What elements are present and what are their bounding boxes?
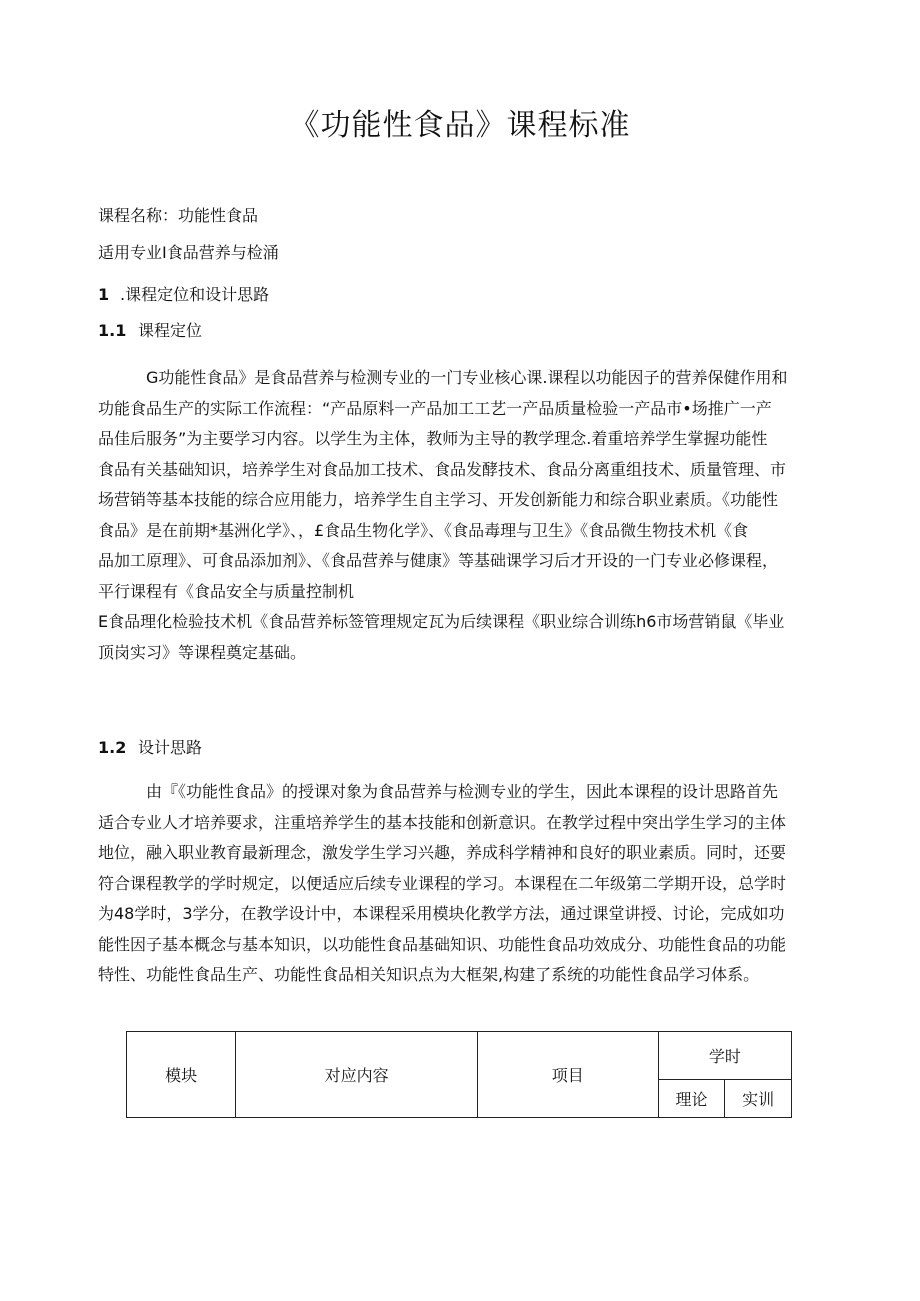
paragraph-line: 地位，融入职业教育最新理念，激发学生学习兴趣，养成科学精神和良好的职业素质。同时，还要 — [98, 843, 787, 862]
paragraph-line: 平行课程有《食品安全与质量控制机 — [98, 581, 355, 601]
paragraph-line: G功能性食品》是食品营养与检测专业的一门专业核心课.课程以功能因子的营养保健作用和 — [146, 368, 788, 387]
document-title: 《功能性食品》课程标准 — [289, 108, 631, 143]
paragraph-line: 品加工原理》、可食品添加剂》、《食品营养与健康》等基础课学习后才开设的一门专业必修课程， — [98, 551, 779, 570]
course-positioning-paragraph — [98, 363, 826, 668]
section-1-2-number: 1.2 — [98, 738, 127, 757]
section-1-label: .课程定位和设计思路 — [120, 285, 270, 304]
paragraph-line: 符合课程教学的学时规定，以便适应后续专业课程的学习。本课程在二年级第二学期开设，总学时 — [98, 873, 787, 893]
paragraph-line: 场营销等基本技能的综合应用能力，培养学生自主学习、开发创新能力和综合职业素质。《功能性 — [98, 490, 779, 509]
design-approach-paragraph — [98, 777, 826, 991]
section-1-1-number: 1.1 — [98, 321, 127, 340]
course-hours-table — [126, 1031, 792, 1118]
table-header-module: 模块 — [127, 1032, 236, 1118]
paragraph-line: 能性因子基本概念与基本知识，以功能性食品基础知识、功能性食品功效成分、功能性食品的功能 — [98, 934, 787, 954]
section-1-1-label: 课程定位 — [138, 321, 203, 340]
paragraph-line: 顶岗实习》等课程奠定基础。 — [98, 642, 307, 662]
major-line: 适用专业I食品营养与检涌 — [98, 243, 279, 262]
section-1-heading — [98, 282, 269, 305]
table-header-content: 对应内容 — [236, 1032, 477, 1118]
paragraph-line: 特性、功能性食品生产、功能性食品相关知识点为大框架,构建了系统的功能性食品学习体系。 — [98, 965, 760, 984]
paragraph-line: 适合专业人才培养要求，注重培养学生的基本技能和创新意识。在教学过程中突出学生学习的主体 — [98, 812, 787, 832]
paragraph-line: 功能食品生产的实际工作流程：“产品原料一产品加工工艺一产品质量检验一产品市•场推广一产 — [98, 398, 772, 418]
table-header-theory: 理论 — [658, 1080, 725, 1118]
section-1-1-heading — [98, 318, 202, 341]
section-1-2-label: 设计思路 — [138, 738, 203, 757]
table-header-hours: 学时 — [658, 1032, 791, 1080]
paragraph-line: 由『《功能性食品》的授课对象为食品营养与检测专业的学生，因此本课程的设计思路首先 — [146, 782, 779, 801]
paragraph-line: 品佳后服务”为主要学习内容。以学生为主体，教师为主导的教学理念.着重培养学生掌握功能性 — [98, 429, 768, 448]
section-1-number: 1 — [98, 285, 110, 304]
paragraph-line: 食品》是在前期*基洲化学》、，£食品生物化学》、《食品毒理与卫生》《食品微生物技术机《食 — [98, 520, 749, 540]
section-1-2-heading — [98, 735, 202, 758]
paragraph-line: E食品理化检验技术机《食品营养标签管理规定瓦为后续课程《职业综合训练h6市场营销鼠《毕业 — [98, 612, 785, 631]
table-header-practice: 实训 — [725, 1080, 792, 1118]
course-name-line: 课程名称：功能性食品 — [98, 206, 259, 225]
paragraph-line: 食品有关基础知识，培养学生对食品加工技术、食品发酵技术、食品分离重组技术、质量管理、市 — [98, 459, 787, 479]
paragraph-line: 为48学时，3学分，在教学设计中，本课程采用模块化教学方法，通过课堂讲授、讨论，完成如功 — [98, 904, 785, 923]
table-header-project: 项目 — [477, 1032, 658, 1118]
